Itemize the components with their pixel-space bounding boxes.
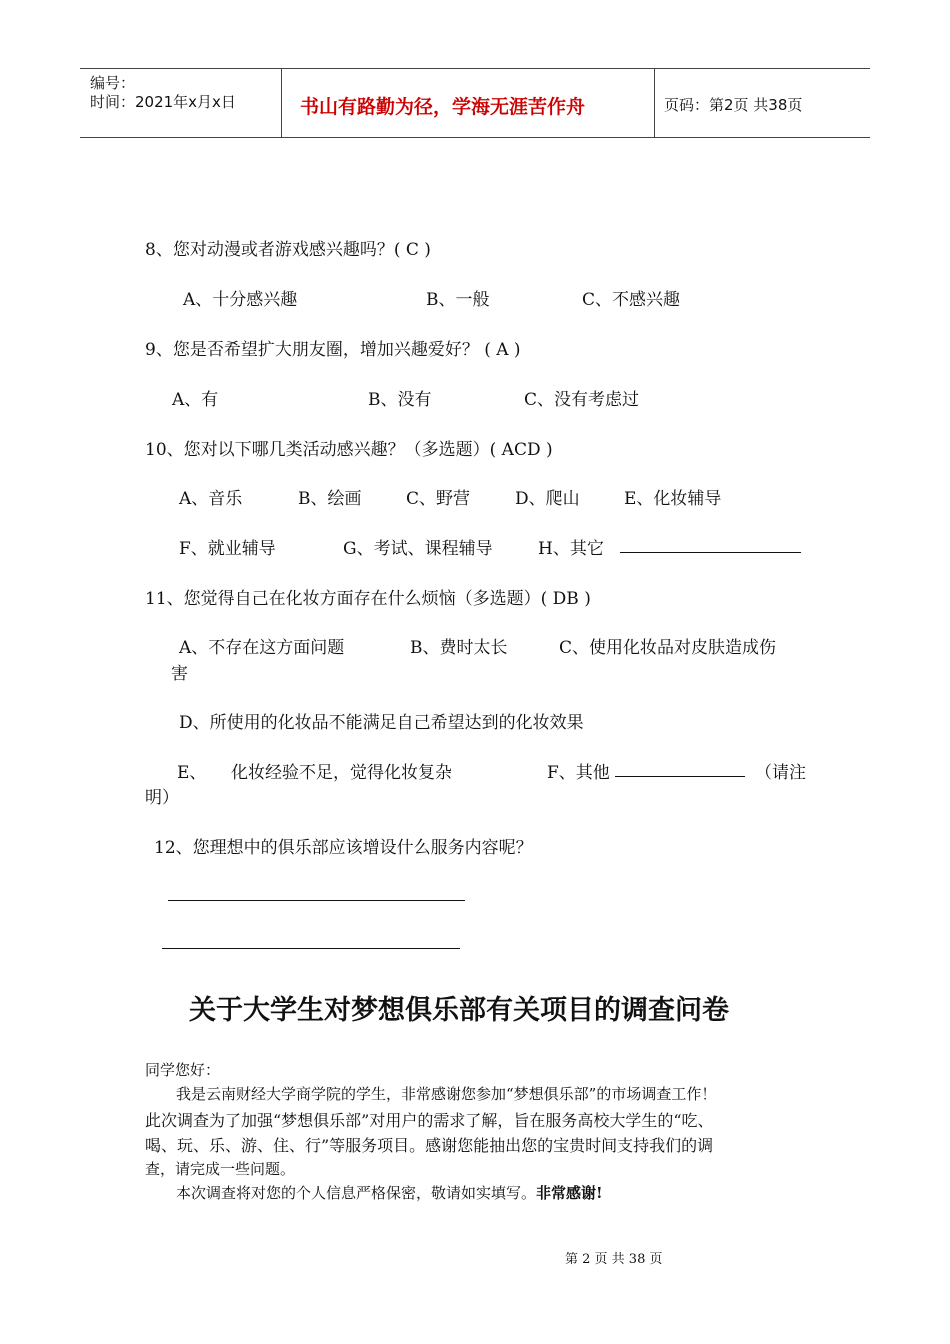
header-motto: 书山有路勤为径，学海无涯苦作舟 xyxy=(300,96,586,118)
q9-option-b: B、没有 xyxy=(368,390,432,410)
q11-other-blank[interactable] xyxy=(615,776,745,777)
survey-greeting: 同学您好： xyxy=(145,1061,221,1079)
q9-option-a: A、有 xyxy=(172,390,219,410)
q10-other-blank[interactable] xyxy=(620,552,801,553)
q8-option-b: B、一般 xyxy=(426,290,490,310)
question-8: 8、您对动漫或者游戏感兴趣吗？( C ) xyxy=(145,240,431,260)
q11-option-b: B、费时太长 xyxy=(410,638,508,658)
q10-option-a: A、音乐 xyxy=(179,489,243,509)
survey-intro-line-4: 查，请完成一些问题。 xyxy=(145,1160,296,1178)
question-11: 11、您觉得自己在化妆方面存在什么烦恼（多选题）( DB ) xyxy=(145,589,591,609)
header-divider xyxy=(654,69,655,137)
q12-answer-blank-2[interactable] xyxy=(162,948,460,949)
q11-option-f-note: （请注 xyxy=(755,763,806,783)
survey-privacy-text: 本次调查将对您的个人信息严格保密，敬请如实填写。 xyxy=(176,1184,537,1202)
survey-intro-line-1: 我是云南财经大学商学院的学生，非常感谢您参加“梦想俱乐部”的市场调查工作！ xyxy=(176,1085,717,1103)
q10-option-e: E、化妆辅导 xyxy=(624,489,722,509)
question-10: 10、您对以下哪几类活动感兴趣？（多选题）( ACD ) xyxy=(145,440,553,460)
q10-option-b: B、绘画 xyxy=(298,489,362,509)
document-number-label: 编号： xyxy=(90,74,136,92)
q8-option-c: C、不感兴趣 xyxy=(582,290,681,310)
q11-option-e: 化妆经验不足，觉得化妆复杂 xyxy=(231,763,452,783)
q10-option-c: C、野营 xyxy=(406,489,471,509)
q11-option-f: F、其他 xyxy=(547,763,610,783)
q10-option-f: F、就业辅导 xyxy=(179,539,276,559)
q11-option-f-note-cont: 明） xyxy=(145,788,179,808)
q8-option-a: A、十分感兴趣 xyxy=(183,290,298,310)
q12-answer-blank-1[interactable] xyxy=(168,900,465,901)
page-footer: 第 2 页 共 38 页 xyxy=(565,1252,663,1267)
survey-intro-line-3: 喝、玩、乐、游、住、行”等服务项目。感谢您能抽出您的宝贵时间支持我们的调 xyxy=(145,1136,714,1155)
q11-option-c: C、使用化妆品对皮肤造成伤 xyxy=(559,638,777,658)
question-12: 12、您理想中的俱乐部应该增设什么服务内容呢？ xyxy=(154,838,533,858)
q11-option-e-label: E、 xyxy=(177,763,207,783)
q10-option-d: D、爬山 xyxy=(515,489,580,509)
q10-option-h: H、其它 xyxy=(538,539,604,559)
header-divider xyxy=(281,69,282,137)
q10-option-g: G、考试、课程辅导 xyxy=(343,539,493,559)
survey-intro-line-2: 此次调查为了加强“梦想俱乐部”对用户的需求了解，旨在服务高校大学生的“吃、 xyxy=(145,1111,714,1130)
survey-thanks: 非常感谢! xyxy=(536,1184,603,1202)
header-page-info: 页码：第2页 共38页 xyxy=(664,96,803,114)
q9-option-c: C、没有考虑过 xyxy=(524,390,640,410)
q11-option-c-cont: 害 xyxy=(171,664,188,684)
q11-option-d: D、所使用的化妆品不能满足自己希望达到的化妆效果 xyxy=(179,713,584,733)
question-9: 9、您是否希望扩大朋友圈，增加兴趣爱好？ ( A ) xyxy=(145,340,521,360)
q11-option-a: A、不存在这方面问题 xyxy=(179,638,345,658)
survey-title: 关于大学生对梦想俱乐部有关项目的调查问卷 xyxy=(189,995,729,1026)
survey-privacy-note xyxy=(176,1182,603,1203)
document-date: 时间：2021年x月x日 xyxy=(90,93,236,111)
